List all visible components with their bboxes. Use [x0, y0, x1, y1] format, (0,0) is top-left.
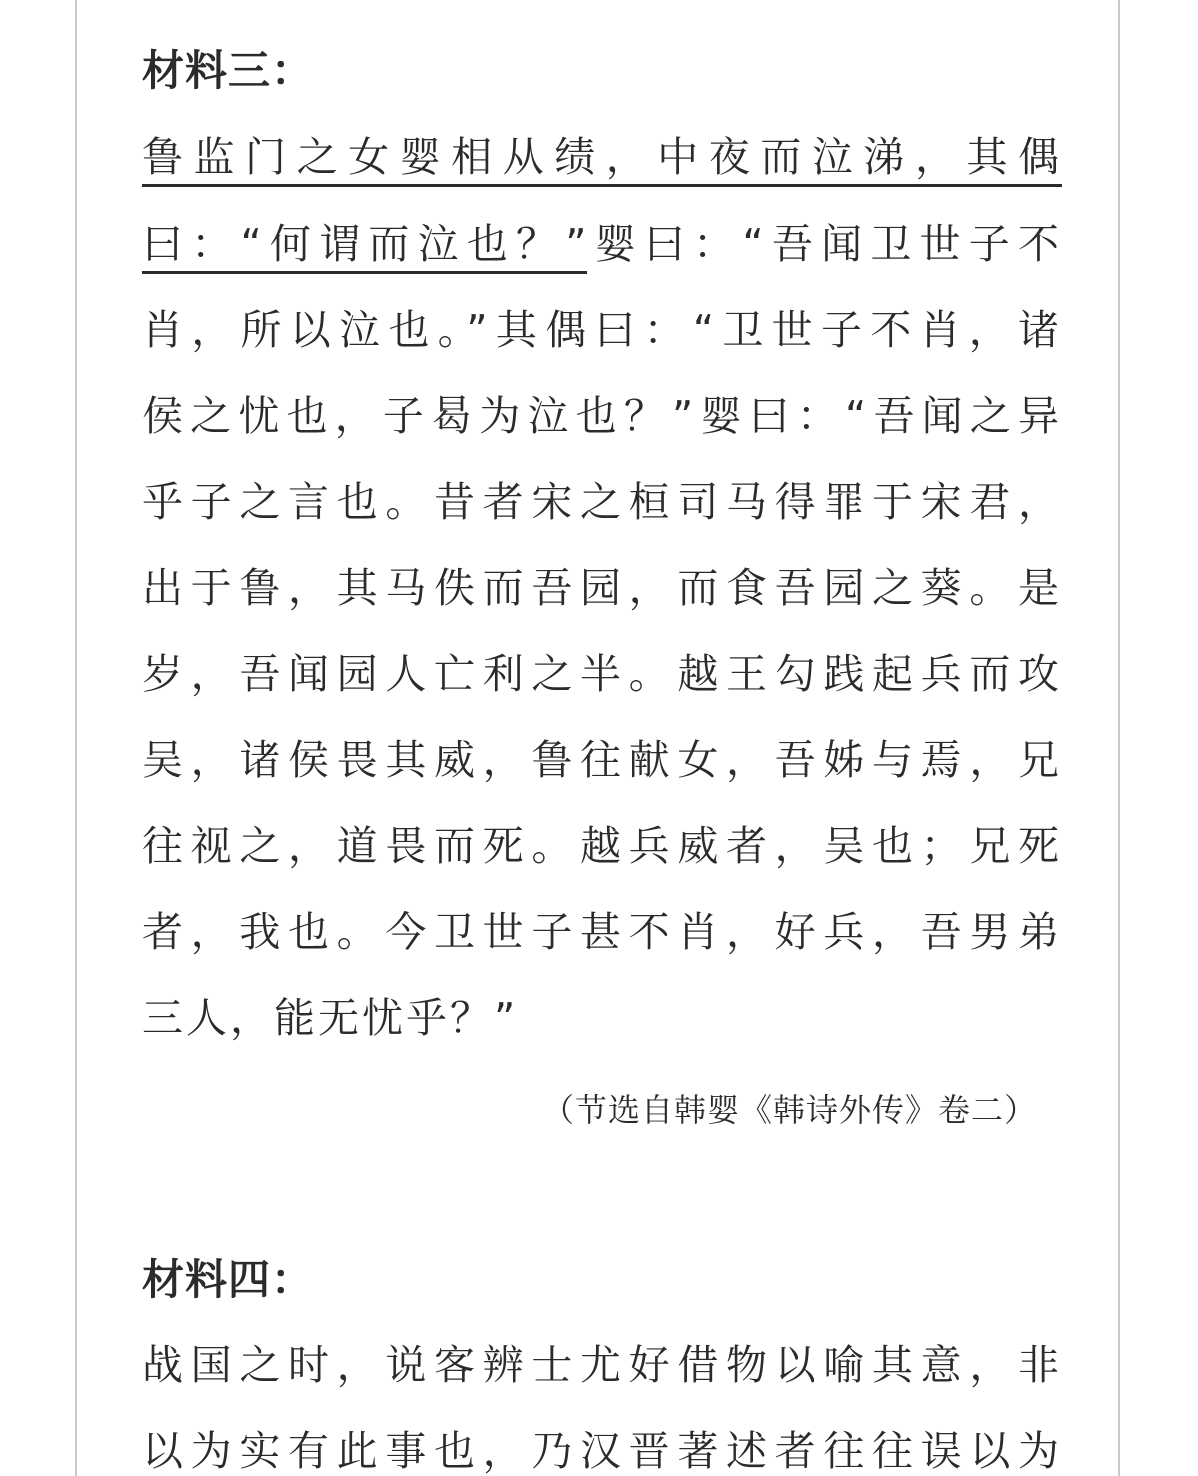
section4-line-2: 以为实有此事也，乃汉晋著述者往往误以为 [142, 1427, 1062, 1475]
underline-1 [142, 184, 1062, 187]
section4-line-1: 战国之时，说客辨士尤好借物以喻其意，非 [142, 1341, 1062, 1389]
section3-line-9: 往视之，道畏而死。越兵威者，吴也；兄死 [142, 822, 1062, 870]
section3-line-3: 肖，所以泣也。”其偶曰：“卫世子不肖，诸 [142, 306, 1062, 354]
section3-line-7: 岁，吾闻园人亡利之半。越王勾践起兵而攻 [142, 650, 1062, 698]
section3-heading: 材料三： [142, 46, 315, 95]
underline-2 [142, 271, 587, 274]
section3-line-5: 乎子之言也。昔者宋之桓司马得罪于宋君， [142, 478, 1062, 526]
section4-heading: 材料四： [142, 1255, 315, 1304]
section3-line-8: 吴，诸侯畏其威，鲁往献女，吾姊与焉，兄 [142, 736, 1062, 784]
section3-line-2: 曰：“何谓而泣也？”婴曰：“吾闻卫世子不 [142, 220, 1062, 268]
section3-line-6: 出于鲁，其马佚而吾园，而食吾园之葵。是 [142, 564, 1062, 612]
section3-line-1: 鲁监门之女婴相从绩，中夜而泣涕，其偶 [142, 133, 1062, 181]
section3-line-4: 侯之忧也，子曷为泣也？”婴曰：“吾闻之异 [142, 392, 1062, 440]
section3-source: （节选自韩婴《韩诗外传》卷二） [541, 1091, 1037, 1129]
section3-line-11: 三人，能无忧乎？” [142, 994, 519, 1042]
document-page [75, 0, 1120, 1476]
section3-line-10: 者，我也。今卫世子甚不肖，好兵，吾男弟 [142, 908, 1062, 956]
